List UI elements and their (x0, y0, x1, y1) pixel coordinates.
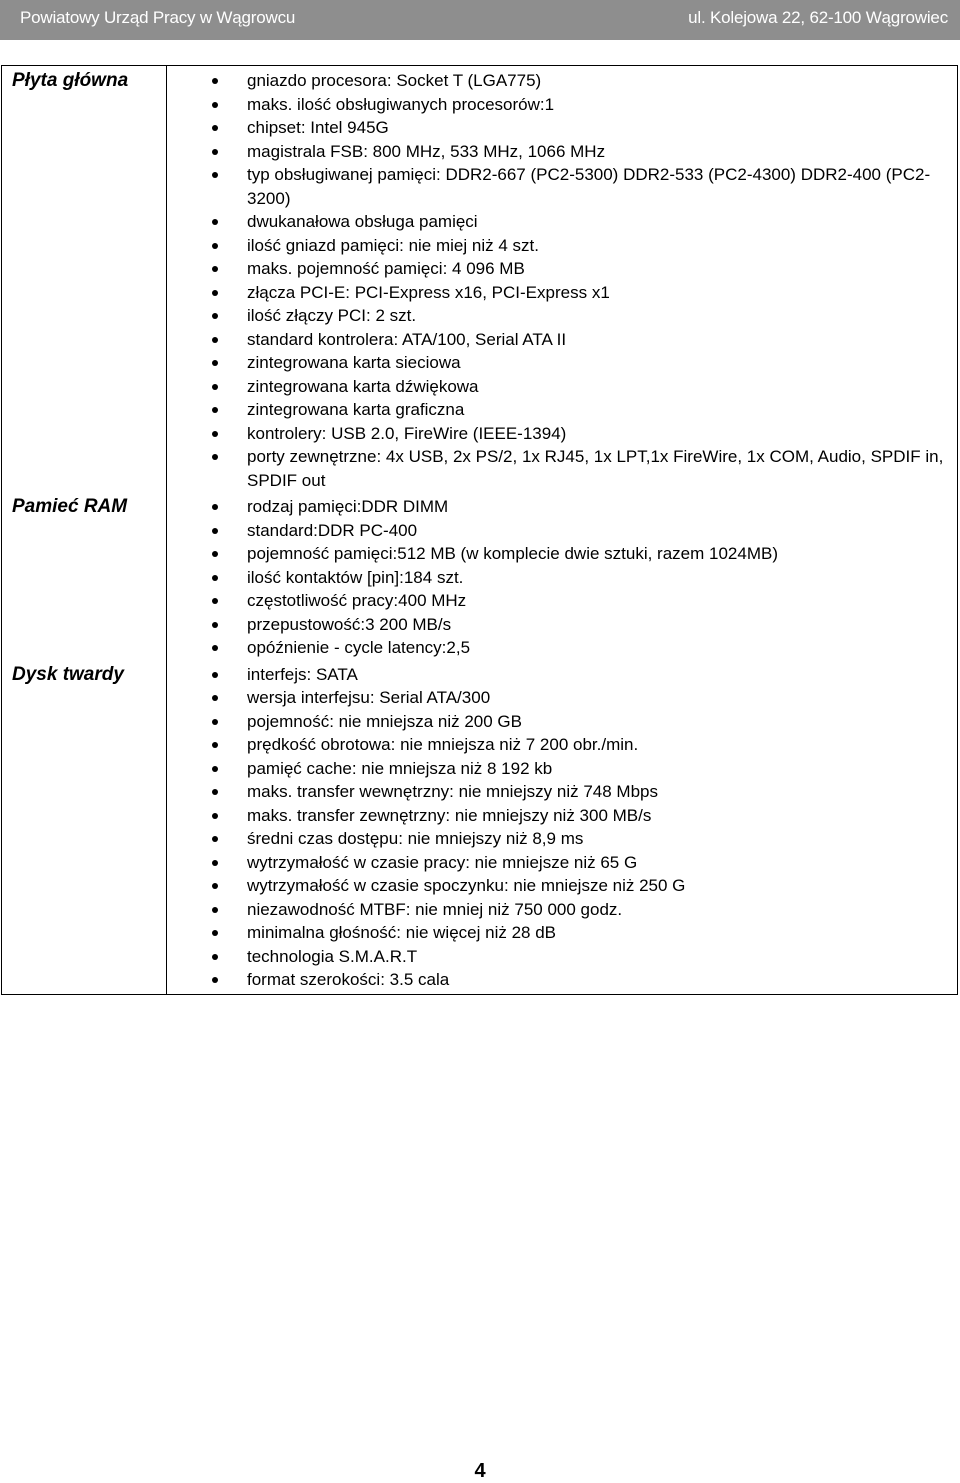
list-item-text: rodzaj pamięci:DDR DIMM (247, 497, 449, 516)
list-item-text: pojemność: nie mniejsza niż 200 GB (247, 711, 522, 731)
bullet-icon (212, 125, 218, 131)
bullet-icon (212, 102, 218, 108)
list-item (167, 613, 947, 637)
list-item (167, 304, 947, 328)
spec-list (167, 495, 947, 660)
list-item-text: kontrolery: USB 2.0, FireWire (IEEE-1394) (247, 423, 567, 443)
list-item-text: maks. transfer wewnętrzny: nie mniejszy niż 748 Mbps (247, 782, 658, 801)
spec-row (2, 66, 958, 493)
bullet-icon (212, 977, 218, 983)
list-item-text: pamięć cache: nie mniejsza niż 8 192 kb (247, 758, 553, 778)
bullet-icon (212, 766, 218, 772)
list-item-text: zintegrowana karta dźwiękowa (247, 376, 479, 396)
list-item (167, 328, 947, 352)
section-items-cell (167, 660, 958, 995)
bullet-icon (212, 860, 218, 866)
header-office-name: Powiatowy Urząd Pracy w Wągrowcu (20, 8, 296, 27)
bullet-icon (212, 290, 218, 296)
list-item-text: gniazdo procesora: Socket T (LGA775) (247, 71, 542, 90)
list-item (167, 636, 947, 660)
list-item (167, 686, 947, 710)
list-item-text: średni czas dostępu: nie mniejszy niż 8,9 ms (247, 829, 584, 848)
list-item (167, 234, 947, 258)
list-item-text: zintegrowana karta graficzna (247, 400, 465, 419)
bullet-icon (212, 789, 218, 795)
bullet-icon (212, 575, 218, 581)
list-item (167, 375, 947, 399)
list-item-text: wytrzymałość w czasie pracy: nie mniejsze niż 65 G (247, 852, 638, 872)
list-item (167, 589, 947, 613)
list-item (167, 757, 947, 781)
bullet-icon (212, 407, 218, 413)
bullet-icon (212, 883, 218, 889)
list-item (167, 921, 947, 945)
list-item-text: dwukanałowa obsługa pamięci (247, 212, 478, 231)
list-item-text: pojemność pamięci:512 MB (w komplecie dwie sztuki, razem 1024MB) (247, 544, 778, 563)
bullet-icon (212, 930, 218, 936)
list-item (167, 804, 947, 828)
bullet-icon (212, 598, 218, 604)
list-item (167, 827, 947, 851)
list-item-text: przepustowość:3 200 MB/s (247, 614, 452, 634)
list-item (167, 566, 947, 590)
list-item-text: częstotliwość pracy:400 MHz (247, 591, 467, 610)
list-item-text: technologia S.M.A.R.T (247, 946, 418, 966)
list-item-text: ilość złączy PCI: 2 szt. (247, 306, 417, 325)
list-item-text: porty zewnętrzne: 4x USB, 2x PS/2, 1x RJ45, 1x LPT,1x FireWire, 1x COM, Audio, SPDIF in, SPDIF out (247, 447, 944, 490)
list-item (167, 93, 947, 117)
section-items-cell (167, 492, 958, 660)
spec-table-body (2, 66, 958, 995)
bullet-icon (212, 172, 218, 178)
bullet-icon (212, 266, 218, 272)
list-item-text: wytrzymałość w czasie spoczynku: nie mniejsze niż 250 G (247, 876, 686, 895)
list-item-text: wersja interfejsu: Serial ATA/300 (247, 688, 491, 707)
list-item (167, 281, 947, 305)
list-item-text: standard kontrolera: ATA/100, Serial ATA II (247, 329, 567, 349)
list-item (167, 968, 947, 992)
list-item (167, 69, 947, 93)
list-item-text: chipset: Intel 945G (247, 118, 389, 137)
list-item (167, 398, 947, 422)
bullet-icon (212, 742, 218, 748)
bullet-icon (212, 528, 218, 534)
bullet-icon (212, 431, 218, 437)
list-item (167, 116, 947, 140)
list-item-text: interfejs: SATA (247, 664, 358, 684)
section-label: Dysk twardy (2, 660, 167, 995)
list-item-text: format szerokości: 3.5 cala (247, 970, 450, 989)
bullet-icon (212, 78, 218, 84)
list-item-text: minimalna głośność: nie więcej niż 28 dB (247, 923, 556, 942)
spec-row (2, 660, 958, 995)
bullet-icon (212, 337, 218, 343)
list-item (167, 898, 947, 922)
list-item (167, 445, 947, 492)
list-item-text: ilość gniazd pamięci: nie miej niż 4 szt. (247, 235, 539, 255)
page-header (0, 0, 960, 40)
section-label: Pamieć RAM (2, 492, 167, 660)
list-item (167, 495, 947, 519)
list-item (167, 422, 947, 446)
list-item-text: niezawodność MTBF: nie mniej niż 750 000 godz. (247, 899, 623, 919)
spec-row (2, 492, 958, 660)
list-item (167, 663, 947, 687)
bullet-icon (212, 243, 218, 249)
list-item-text: złącza PCI-E: PCI-Express x16, PCI-Express x1 (247, 282, 610, 302)
spec-list (167, 663, 947, 992)
list-item-text: magistrala FSB: 800 MHz, 533 MHz, 1066 MHz (247, 141, 606, 161)
page-number: 4 (474, 1460, 486, 1482)
bullet-icon (212, 836, 218, 842)
list-item (167, 210, 947, 234)
bullet-icon (212, 672, 218, 678)
list-item-text: standard:DDR PC-400 (247, 520, 418, 540)
list-item-text: prędkość obrotowa: nie mniejsza niż 7 200 obr./min. (247, 735, 639, 754)
spec-list (167, 69, 947, 492)
list-item (167, 257, 947, 281)
list-item-text: opóźnienie - cycle latency:2,5 (247, 638, 471, 657)
list-item (167, 780, 947, 804)
bullet-icon (212, 219, 218, 225)
list-item (167, 163, 947, 210)
bullet-icon (212, 719, 218, 725)
bullet-icon (212, 504, 218, 510)
list-item (167, 542, 947, 566)
bullet-icon (212, 360, 218, 366)
list-item-text: maks. transfer zewnętrzny: nie mniejszy niż 300 MB/s (247, 805, 652, 825)
section-label: Płyta główna (2, 66, 167, 493)
list-item-text: typ obsługiwanej pamięci: DDR2-667 (PC2-5300) DDR2-533 (PC2-4300) DDR2-400 (PC2-3200) (247, 165, 931, 208)
bullet-icon (212, 695, 218, 701)
bullet-icon (212, 622, 218, 628)
bullet-icon (212, 313, 218, 319)
bullet-icon (212, 907, 218, 913)
header-address: ul. Kolejowa 22, 62-100 Wągrowiec (688, 8, 948, 27)
list-item (167, 519, 947, 543)
list-item (167, 851, 947, 875)
list-item-text: maks. ilość obsługiwanych procesorów:1 (247, 94, 555, 114)
bullet-icon (212, 954, 218, 960)
bullet-icon (212, 454, 218, 460)
bullet-icon (212, 551, 218, 557)
spec-table (1, 65, 958, 995)
list-item (167, 351, 947, 375)
list-item (167, 945, 947, 969)
list-item (167, 733, 947, 757)
list-item-text: maks. pojemność pamięci: 4 096 MB (247, 259, 525, 278)
section-items-cell (167, 66, 958, 493)
list-item-text: ilość kontaktów [pin]:184 szt. (247, 567, 464, 587)
bullet-icon (212, 813, 218, 819)
bullet-icon (212, 149, 218, 155)
list-item (167, 140, 947, 164)
list-item-text: zintegrowana karta sieciowa (247, 353, 461, 372)
list-item (167, 710, 947, 734)
list-item (167, 874, 947, 898)
bullet-icon (212, 645, 218, 651)
bullet-icon (212, 384, 218, 390)
